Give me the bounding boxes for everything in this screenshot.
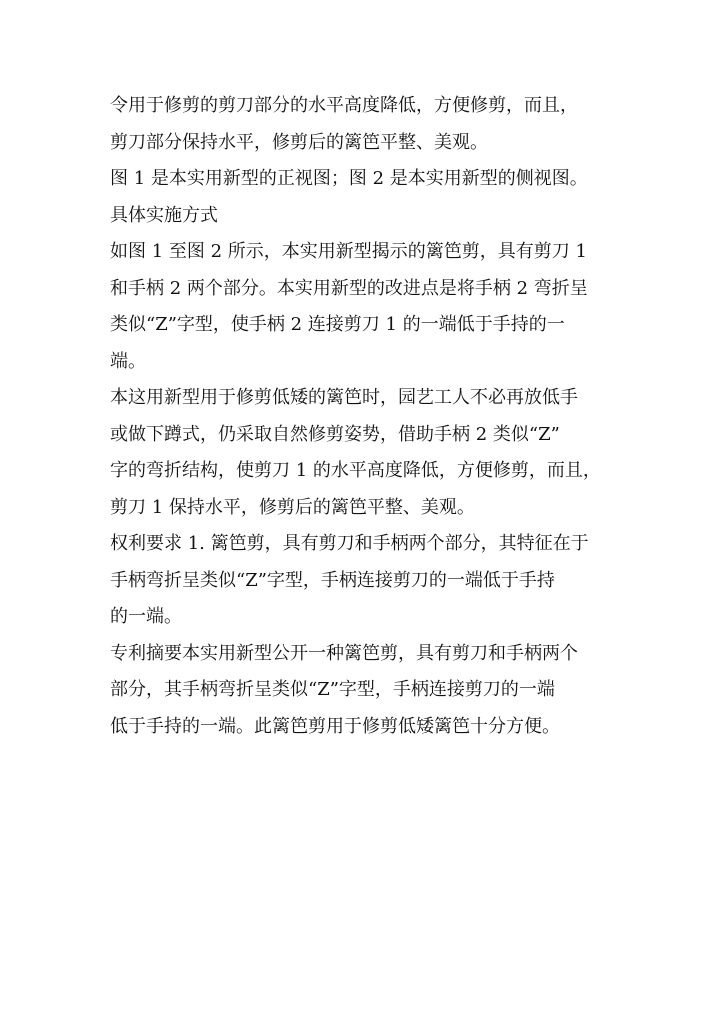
section-heading: 具体实施方式 (110, 204, 218, 226)
text-line: 剪刀部分保持水平，修剪后的篱笆平整、美观。 (110, 131, 488, 153)
text-line: 如图 1 至图 2 所示，本实用新型揭示的篱笆剪，具有剪刀 1 (110, 241, 587, 262)
text-line: 类似“Z”字型，使手柄 2 连接剪刀 1 的一端低于手持的一 (110, 314, 565, 335)
text-line: 专利摘要本实用新型公开一种篱笆剪，具有剪刀和手柄两个 (110, 642, 578, 664)
text-line: 或做下蹲式，仍采取自然修剪姿势，借助手柄 2 类似“Z” (110, 423, 560, 445)
text-line: 权利要求 1. 篱笆剪，具有剪刀和手柄两个部分，其特征在于 (110, 533, 589, 554)
text-line: 的一端。 (110, 606, 182, 627)
text-line: 图 1 是本实用新型的正视图；图 2 是本实用新型的侧视图。 (110, 168, 588, 189)
text-line: 部分，其手柄弯折呈类似“Z”字型，手柄连接剪刀的一端 (110, 679, 555, 700)
text-line: 本这用新型用于修剪低矮的篱笆时，园艺工人不必再放低手 (110, 387, 578, 408)
text-line: 端。 (110, 350, 146, 372)
text-line: 和手柄 2 两个部分。本实用新型的改进点是将手柄 2 弯折呈 (110, 277, 588, 299)
text-line: 手柄弯折呈类似“Z”字型，手柄连接剪刀的一端低于手持 (110, 569, 555, 591)
document-body (110, 88, 630, 745)
text-line: 剪刀 1 保持水平，修剪后的篱笆平整、美观。 (110, 496, 475, 518)
text-line: 字的弯折结构，使剪刀 1 的水平高度降低，方便修剪，而且， (110, 460, 601, 481)
text-line: 低于手持的一端。此篱笆剪用于修剪低矮篱笆十分方便。 (110, 715, 560, 737)
text-line: 令用于修剪的剪刀部分的水平高度降低，方便修剪，而且， (110, 95, 578, 116)
